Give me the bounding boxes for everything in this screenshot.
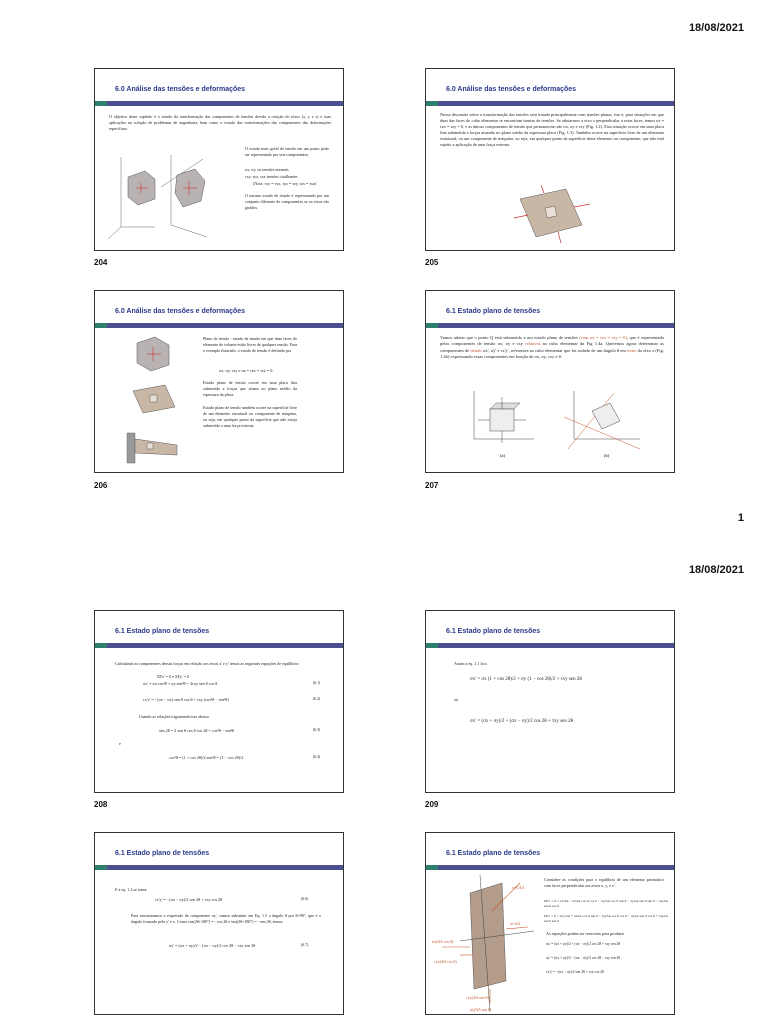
force-sum-y: ΣFy' = 0 = τx'y'ΔA + σxΔA cos θ sen θ − τxyΔA cos θ cos θ − σyΔA sen θ cos θ + τxyΔA sen θ sen θ [544,914,668,923]
label-sigma-x-prime: σx'ΔA [510,921,521,926]
slide-text-1: Assim a eq. 1.1 fica [454,661,487,666]
rotated-element-figures [464,387,644,461]
slide-text-1: Calculando as componentes dessas forças em relação aos eixos x' e y' temos as seguintes equações de equilíbrio: [115,661,300,666]
slide-210 [94,832,344,1015]
conjunction: ou [454,697,459,702]
slide-title: 6.1 Estado plano de tensões [115,850,210,857]
title-bar [95,323,343,328]
slide-title: 6.0 Análise das tensões e deformações [446,86,577,93]
figure-caption-b: (b) [604,453,610,458]
prismatic-element-figure [430,871,538,1015]
slide-title: 6.0 Análise das tensões e deformações [115,308,246,315]
slide-intro: O objetivo deste capítulo é o estudo da transformação das componentes de tensões devido a rotação do eixos (x, y e z) e suas aplicações na solução de problemas de engenharia, bem como o estudo das transformações das componentes das deformações específicas. [109,114,331,131]
slide-211 [425,832,675,1015]
slide-204 [94,68,344,251]
equation-6-4: cos²θ = (1 + cos 2θ)/2 sen²θ = (1 − cos 2θ)/2 [169,755,244,760]
plane-stress-equation: σx, σy, τxy e σz = τzx = τzy = 0. [219,368,274,373]
result-tau-prime: τx'y' = −(σx − σy)/2 sen 2θ + τxy cos 2θ [546,970,604,974]
slide-number: 206 [94,481,108,490]
plane-stress-figures [125,333,185,468]
side-text-4: (Nota: τxy = τyx, τyz = τzy, τzx = τxz) [253,181,317,186]
slide-209 [425,610,675,793]
slide-title: 6.1 Estado plano de tensões [446,628,541,635]
slide-207 [425,290,675,473]
slide-number: 204 [94,258,108,267]
equation-expanded: σx' = σx (1 + cos 2θ)/2 + σy (1 − cos 2θ)/2 + τxy sen 2θ [470,677,582,682]
slide-title: 6.1 Estado plano de tensões [446,308,541,315]
equation-number: (6.3) [313,728,321,732]
page-date: 18/08/2021 [688,22,744,34]
title-bar [426,323,674,328]
slide-number: 209 [425,800,439,809]
side-text-2: σx, σy, σz tensões normais [245,167,289,172]
side-text-5: O mesmo estado de tensão é representado por um conjunto diferente de componentes se os eixos são girados. [245,193,329,210]
slide-body: Nossa discussão sobre a transformação das tensões será tratada principalmente com tensões planas, isto é, para situações em que duas das faces do cubo elementar se encontram isentas de tensões. Se adotarmos o eixo z perpendicular a estas faces, temos σz = τzx = τzy = 0, e as únicas componentes de tensão que permanecem são σx, σy e τxy (Fig. 1.2). Esta situação ocorre em uma placa fina submetida a forças atuando no plano médio da espessura placa (Fig. 1.3). Também ocorre na superfície livre de um elemento estrutural, ou um componente de máquina, ou seja, em qualquer ponto da superfície deste elemento ou componente, que não está sujeito a aplicação de uma força externa. [440,112,664,147]
title-bar [95,643,343,648]
result-sigma-y-prime: σy' = (σx + σy)/2 − (σx − σy)/2 cos 2θ − τxy sen 2θ [546,956,621,960]
slide-title: 6.0 Análise das tensões e deformações [115,86,246,93]
slide-number: 207 [425,481,439,490]
title-bar [426,865,674,870]
label-tau-xy-cos: τxy(ΔA cos θ) [434,959,457,964]
title-bar [95,101,343,106]
slide-title: 6.1 Estado plano de tensões [446,850,541,857]
force-sum-x: ΣFx' = 0 = σx'ΔA − σxΔA cos θ cos θ − τxyΔA cos θ sen θ − σyΔA sen θ sen θ − τxyΔA sen θ cos θ [544,899,668,908]
stress-cube-figures [103,147,213,245]
side-text-1: O estado mais geral de tensão em um ponto pode ser representado por seis componentes, [245,146,329,157]
plane-stress-text-2: Estado plano de tensão ocorre em uma placa fina submetida a forças que atuam no plano médio da espessura da placa. [203,380,297,397]
slide-text-2: Para encontrarmos a expressão da componente σy', vamos substituir em Eq. 1.5 o ângulo θ por θ+90°, que é o ângulo formado pelo y' e x. Como cos(2θ+180°) = −cos 2θ e sen(2θ+180°) = −sen 2θ, temos [131,913,321,924]
slide-206 [94,290,344,473]
plane-stress-definition: Plano de tensão - estado de tensão em que duas faces do elemento do volume estão livres de qualquer tensão. Para o exemplo ilustrado, o estado de tensão é definido por [203,336,298,353]
title-bar [95,865,343,870]
label-sigma-y: σy(ΔA sen θ) [470,1007,492,1012]
label-tau-prime: τx'y'ΔA [512,885,525,890]
label-sigma-x: σx(ΔA cos θ) [432,939,454,944]
plane-stress-text-3: Estado plano de tensão também ocorre na superfície livre de um elemento estrutural ou componente de máquina, ou seja, em qualquer ponto da superfície que não esteja submetido a uma força externa. [203,405,297,428]
equation-6-1: σx' = σx cos²θ + σy sen²θ + 2τxy sen θ cos θ [143,681,218,686]
slide-text-2: As equações podem ser reescritas para produzir [546,931,624,936]
label-tau-xy-sen: τxy(ΔA sen θ) [466,995,489,1000]
equation-number: (6.6) [301,897,309,901]
slide-text-1: E a eq. 1.2 se torna: [115,887,148,892]
equation-number: (6.7) [301,943,309,947]
equation-6-7: σy' = (σx + σy)/2 − (σx − σy)/2 cos 2θ − τxy sen 2θ [169,943,256,948]
equation-number: (6.2) [313,697,321,701]
equation-6-6: τx'y' = −(σx − σy)/2 sen 2θ + τxy cos 2θ [155,897,223,902]
equilibrium-sums: ΣFx' = 0 e ΣFy' = 0 [157,674,190,679]
figure-caption-a: (a) [500,453,505,458]
page-date: 18/08/2021 [688,564,744,576]
side-text-3: τxy, τyz, τzx tensões cisalhantes [245,174,298,179]
equation-6-5: σx' = (σx + σy)/2 + (σx − σy)/2 cos 2θ + τxy sen 2θ [470,719,574,724]
page-number: 1 [737,512,744,524]
slide-body: Vamos adotar que o ponto Q está submetido a um estado plano de tensões (com σz = τzx = τzy = 0), que é representado pelas componentes de tensão σx, σy e τxy relativas ao cubo elementar da Fig 1.4a. Queremos agora determinar as componentes de tensão σx', σy' e τx'y', referentes ao cubo elementar que foi rodado de um ângulo θ em torno do eixo z (Fig. 1.4b) expressando essas componentes em função de σx, σy, τxy e θ. [440,335,665,359]
conjunction: e [119,741,121,746]
title-bar [426,101,674,106]
slide-text-2: Usando as relações trigonométricas abaixo [139,714,210,719]
thin-plate-figure [508,185,598,247]
result-sigma-x-prime: σx' = (σx + σy)/2 + (σx − σy)/2 cos 2θ + τxy sen 2θ [546,942,621,946]
title-bar [426,643,674,648]
slide-number: 205 [425,258,439,267]
slide-205 [425,68,675,251]
equation-number: (6.1) [313,681,321,685]
slide-number: 208 [94,800,108,809]
equation-6-2: τx'y' = −(σx − σy) sen θ cos θ + τxy (cos²θ − sen²θ) [143,697,229,702]
slide-title: 6.1 Estado plano de tensões [115,628,210,635]
slide-208 [94,610,344,793]
equation-6-3: sen 2θ = 2 sen θ cos θ cos 2θ = cos²θ − sen²θ [159,728,235,733]
equation-number: (6.4) [313,755,321,759]
slide-text-1: Considere as condições para o equilíbrio de um elemento prismático com faces perpendicular aos eixos x, y, e x'. [544,877,664,888]
